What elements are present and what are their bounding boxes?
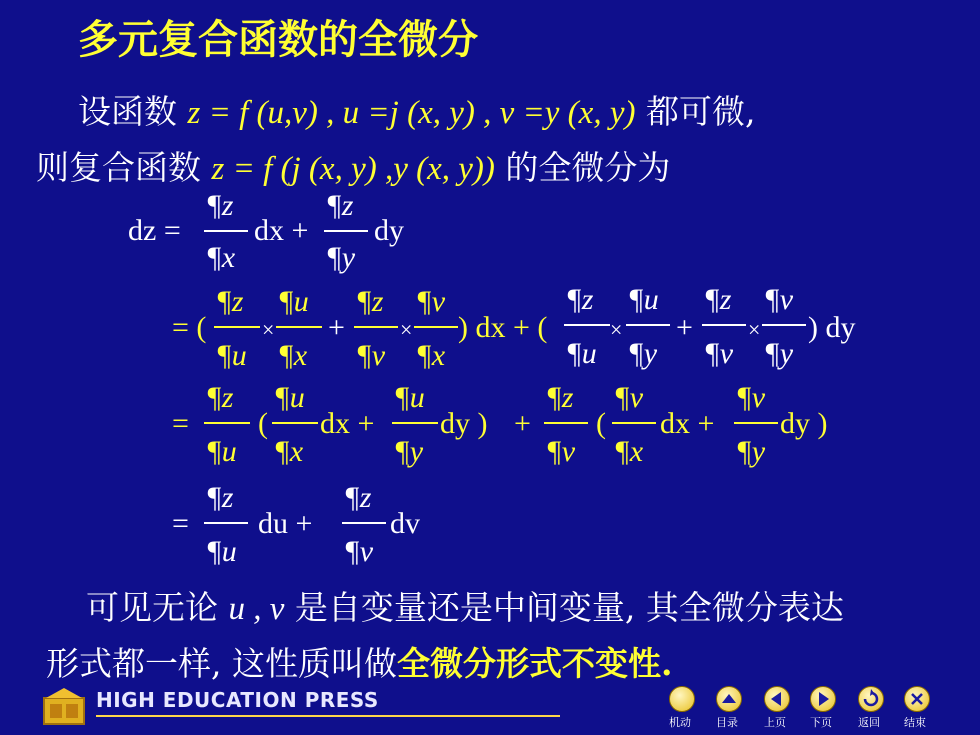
press-logo-icon — [40, 686, 88, 726]
intro-suffix: 都可微, — [645, 92, 756, 131]
invariance-highlight: 全微分形式不变性. — [396, 644, 673, 683]
row3-c-d: dy ) — [440, 407, 488, 440]
intro-line-1 — [78, 86, 755, 133]
intro-line-2 — [36, 142, 670, 189]
row2-plus1: + — [328, 311, 345, 344]
nav-label-fanhui: 返回 — [858, 716, 880, 729]
close-icon[interactable] — [904, 686, 930, 712]
return-icon[interactable] — [858, 686, 884, 712]
row3-f-d: dy ) — [780, 407, 828, 440]
row2-g-den: ¶v — [704, 337, 734, 370]
nav-label-jidong: 机动 — [669, 716, 691, 729]
conclusion1-text3: 其全微分表达 — [645, 588, 844, 627]
conclusion-line-2 — [46, 638, 672, 685]
times-sign: × — [748, 317, 761, 342]
row2-g-num: ¶z — [704, 283, 732, 316]
row2-e-num: ¶z — [566, 283, 594, 316]
row2-f-den: ¶y — [628, 337, 658, 370]
row1-t1-d: dx + — [254, 214, 309, 247]
row2-e-den: ¶u — [566, 337, 597, 370]
times-sign: × — [262, 317, 275, 342]
conclusion-line-1 — [86, 582, 844, 629]
row1-t2-num: ¶z — [326, 189, 354, 222]
row1-t1-den: ¶x — [206, 241, 236, 274]
prev-icon[interactable] — [764, 686, 790, 712]
circle-icon[interactable] — [669, 686, 695, 712]
row3-c-den: ¶y — [394, 435, 424, 468]
row2-c-den: ¶v — [356, 339, 386, 372]
row2-b-num: ¶u — [278, 285, 309, 318]
row3-a-num: ¶z — [206, 381, 234, 414]
row3-plus: + — [514, 407, 531, 440]
row3-c-num: ¶u — [394, 381, 425, 414]
row4-b-d: dv — [390, 507, 420, 540]
row4-eq: = — [172, 507, 189, 540]
row1-t2-den: ¶y — [326, 241, 356, 274]
conclusion1-var: u , v — [228, 591, 285, 627]
row4-a-num: ¶z — [206, 481, 234, 514]
nav-label-jieshu: 结束 — [904, 716, 926, 729]
row2-eq: = ( — [172, 311, 207, 344]
row1-t2-d: dy — [374, 214, 404, 247]
row3-b-num: ¶u — [274, 381, 305, 414]
row2-a-den: ¶u — [216, 339, 247, 372]
intro2-prefix: 则复合函数 — [36, 148, 201, 187]
row4-a-den: ¶u — [206, 535, 237, 568]
nav-label-xiaye: 下页 — [810, 716, 832, 729]
row2-f-num: ¶u — [628, 283, 659, 316]
intro-prefix: 设函数 — [78, 92, 177, 131]
row2-close2: ) dy — [808, 311, 856, 344]
row3-e-d: dx + — [660, 407, 715, 440]
differential-equations — [0, 185, 980, 580]
press-name: HIGH EDUCATION PRESS — [96, 688, 379, 712]
row2-h-num: ¶v — [764, 283, 794, 316]
home-icon[interactable] — [716, 686, 742, 712]
intro2-suffix: 的全微分为 — [505, 148, 671, 187]
row2-c-num: ¶z — [356, 285, 384, 318]
row2-d-den: ¶x — [416, 339, 446, 372]
times-sign: × — [610, 317, 623, 342]
row2-a-num: ¶z — [216, 285, 244, 318]
row3-d-den: ¶v — [546, 435, 576, 468]
row2-close1: ) dx + ( — [458, 311, 548, 344]
row2-d-num: ¶v — [416, 285, 446, 318]
conclusion1-text1: 可见无论 — [86, 588, 218, 627]
intro2-formula: z = f (j (x, y) ,y (x, y)) — [211, 151, 495, 187]
row4-b-den: ¶v — [344, 535, 374, 568]
row3-open1: ( — [258, 407, 268, 440]
row2-h-den: ¶y — [764, 337, 794, 370]
row2-plus2: + — [676, 311, 693, 344]
conclusion2-text1: 形式都一样, 这性质叫做 — [46, 644, 397, 683]
nav-label-mulu: 目录 — [716, 716, 738, 729]
row3-e-num: ¶v — [614, 381, 644, 414]
row3-eq: = — [172, 407, 189, 440]
next-icon[interactable] — [810, 686, 836, 712]
conclusion1-text2: 是自变量还是中间变量, — [294, 588, 636, 627]
times-sign: × — [400, 317, 413, 342]
row3-b-den: ¶x — [274, 435, 304, 468]
page-title: 多元复合函数的全微分 — [78, 17, 478, 63]
row1-lhs: dz = — [128, 214, 181, 247]
intro-formula: z = f (u,v) , u =j (x, y) , v =y (x, y) — [187, 95, 636, 131]
row3-open2: ( — [596, 407, 606, 440]
row3-f-den: ¶y — [736, 435, 766, 468]
row2-b-den: ¶x — [278, 339, 308, 372]
row4-b-num: ¶z — [344, 481, 372, 514]
row4-a-d: du + — [258, 507, 313, 540]
nav-label-shangye: 上页 — [764, 716, 786, 729]
row3-f-num: ¶v — [736, 381, 766, 414]
row3-e-den: ¶x — [614, 435, 644, 468]
row3-b-d: dx + — [320, 407, 375, 440]
row3-d-num: ¶z — [546, 381, 574, 414]
row3-a-den: ¶u — [206, 435, 237, 468]
row1-t1-num: ¶z — [206, 189, 234, 222]
